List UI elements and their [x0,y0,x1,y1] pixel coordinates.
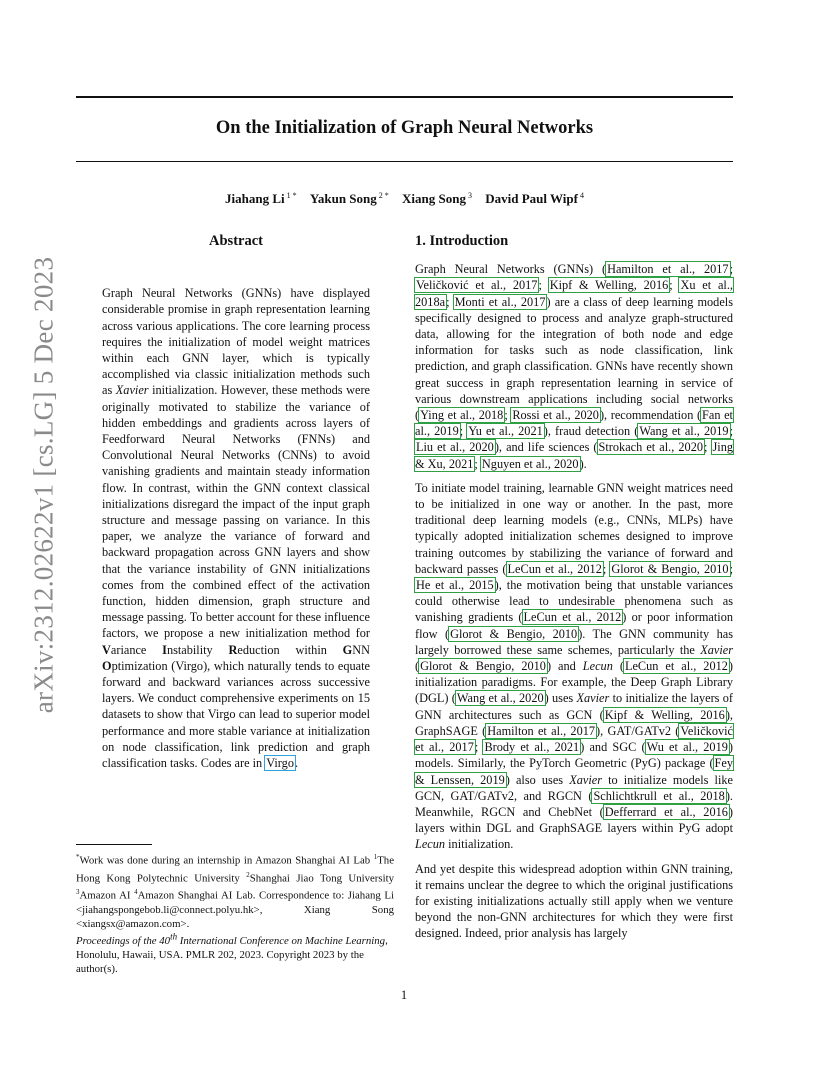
citation-link[interactable]: Veličković et al., 2017 [415,723,733,755]
footnote-rule [76,844,152,845]
title-bottom-rule [76,161,733,162]
proceedings-note: Proceedings of the 40th International Conference on Machine Learning, Honolulu, Hawaii, USA. PMLR 202, 2023. Copyright 2023 by the author(s). [76,931,388,975]
citation-link[interactable]: Liu et al., 2020 [416,440,494,455]
section-heading-introduction: 1. Introduction [415,233,509,249]
citation-link[interactable]: Nguyen et al., 2020 [481,456,579,471]
intro-paragraph-3: And yet despite this widespread adoption within GNN training, it remains unclear the degree to which the original justifications for existing initializations actually still apply when we venture beyond the non-GNN architectures for which they were first designed. Indeed, prior analysis has largely [415,861,733,941]
author-affiliation-mark: 3 [467,191,472,200]
intro-paragraph-1: Graph Neural Networks (GNNs) (Hamilton et al., 2017; Veličković et al., 2017; Kipf & Welling, 2016; Xu et al., 2018a; Monti et al., 2017) are a class of deep learning models specifically designed to process and analyze graph-structured data, allowing for the integration of both node and edge information for tasks such as node classification, link prediction, and graph classification. GNNs have recently shown great success in graph representation learning in service of various downstream applications including social networks (Ying et al., 2018; Rossi et al., 2020), recommendation (Fan et al., 2019; Yu et al., 2021), fraud detection (Wang et al., 2019; Liu et al., 2020), and life sciences (Strokach et al., 2020; Jing & Xu, 2021; Nguyen et al., 2020). [415,262,733,471]
paper-title: On the Initialization of Graph Neural Networks [215,118,594,138]
arxiv-identifier: arXiv:2312.02622v1 [cs.LG] 5 Dec 2023 [28,256,59,713]
citation-link[interactable]: Strokach et al., 2020 [598,440,703,455]
citation-link[interactable]: LeCun et al., 2012 [624,659,728,674]
top-rule [76,96,733,98]
citation-link[interactable]: Fey & Lenssen, 2019 [415,756,733,787]
author: Yakun Song $^{2 *}$ [309,191,389,207]
citation-link[interactable]: LeCun et al., 2012 [507,561,602,576]
citation-link[interactable]: He et al., 2015 [416,578,494,593]
author-list [76,191,733,207]
author: Jiahang Li $^{1 *}$ [225,191,297,207]
abstract-heading: Abstract [209,233,263,249]
abstract-column [102,233,370,771]
citation-link[interactable]: Schlichtkrull et al., 2018 [593,788,725,803]
author: Xiang Song $^3$ [402,191,472,207]
citation-link[interactable]: Glorot & Bengio, 2010 [611,561,729,576]
citation-link[interactable]: Xu et al., 2018a [415,278,733,309]
citation-link[interactable]: Monti et al., 2017 [454,294,546,309]
author-affiliation-mark: 4 [579,191,584,200]
citation-link[interactable]: Kipf & Welling, 2016 [604,707,725,722]
citation-link[interactable]: Wang et al., 2019 [639,424,729,439]
citation-link[interactable]: Glorot & Bengio, 2010 [450,626,578,641]
page-number: 1 [400,988,408,1002]
intro-paragraph-2: To initiate model training, learnable GNN weight matrices need to be initialized in one way or another. In the past, more traditional deep learning models (e.g., CNNs, MLPs) have typically adopted initialization schemes designed to improve training outcomes by stabilizing the variance of forward and backward passes (LeCun et al., 2012; Glorot & Bengio, 2010; He et al., 2015), the motivation being that unstable variances could otherwise lead to undesirable phenomena such as vanishing gradients (LeCun et al., 2012) or poor information flow (Glorot & Bengio, 2010). The GNN community has largely borrowed these same schemes, particularly the Xavier (Glorot & Bengio, 2010) and Lecun (LeCun et al., 2012) initialization paradigms. For example, the Deep Graph Library (DGL) (Wang et al., 2020) uses Xavier to initialize the layers of GNN architectures such as GCN (Kipf & Welling, 2016), GraphSAGE (Hamilton et al., 2017), GAT/GATv2 (Veličković et al., 2017; Brody et al., 2021) and SGC (Wu et al., 2019) models. Similarly, the PyTorch Geometric (PyG) package (Fey & Lenssen, 2019) also uses Xavier to initialize models like GCN, GAT/GATv2, and RGCN (Schlichtkrull et al., 2018). Meanwhile, RGCN and ChebNet (Defferrard et al., 2016) layers within DGL and GraphSAGE layers within PyG adopt Lecun initialization. [415,480,733,852]
arxiv-sidebar-stamp [24,256,64,713]
author-affiliation-mark: 2 * [378,191,389,200]
citation-link[interactable]: Veličković et al., 2017 [416,278,538,293]
citation-link[interactable]: Hamilton et al., 2017 [487,723,596,738]
citation-link[interactable]: Glorot & Bengio, 2010 [420,659,546,674]
citation-link[interactable]: Ying et al., 2018 [420,408,504,423]
abstract-body: Graph Neural Networks (GNNs) have displayed considerable promise in graph representation learning across various applications. The core learning process requires the initialization of model weight matrices within each GNN layer, which is typically accomplished via classic initialization methods such as Xavier initialization. However, these methods were originally motivated to stabilize the variance of hidden embeddings and gradients across layers of Feedforward Neural Networks (FNNs) and Convolutional Neural Networks (CNNs) to avoid vanishing gradients and maintain steady information flow. In contrast, within the GNN context classical initializations disregard the impact of the input graph structure and message passing on variance. In this paper, we analyze the variance of forward and backward propagation across GNN layers and show that the variance instability of GNN initializations comes from the combined effect of the activation function, hidden dimension, graph structure and message passing. To better account for these influence factors, we propose a new initialization method for Variance Instability Reduction within GNN Optimization (Virgo), which naturally tends to equate forward and backward variances across successive layers. We conduct comprehensive experiments on 15 datasets to show that Virgo can lead to superior model performance and more stable variance at initialization on node classification, link prediction and graph classification tasks. Codes are in Virgo. [102,286,370,771]
citation-link[interactable]: Brody et al., 2021 [484,740,580,755]
citation-link[interactable]: Rossi et al., 2020 [512,408,599,423]
citation-link[interactable]: Hamilton et al., 2017 [607,262,729,277]
citation-link[interactable]: Fan et al., 2019 [415,408,733,439]
citation-link[interactable]: Wu et al., 2019 [646,740,728,755]
author: David Paul Wipf $^4$ [485,191,584,207]
citation-link[interactable]: LeCun et al., 2012 [523,610,622,625]
code-link[interactable]: Virgo [266,756,294,771]
citation-link[interactable]: Wang et al., 2020 [456,691,544,706]
introduction-column [415,233,733,942]
author-affiliation-mark: 1 * [286,191,297,200]
citation-link[interactable]: Defferrard et al., 2016 [604,804,728,819]
citation-link[interactable]: Kipf & Welling, 2016 [549,278,669,293]
citation-link[interactable]: Jing & Xu, 2021 [415,440,733,471]
citation-link[interactable]: Yu et al., 2021 [468,424,543,439]
footnote-affiliations: *Work was done during an internship in Amazon Shanghai AI Lab $^1$The Hong Kong Polytechnic University $^2$Shanghai Jiao Tong University $^3$Amazon AI $^4$Amazon Shanghai AI Lab. Correspondence to: Jiahang Li <jiahangspongebob.li@connect.polyu.hk>, Xiang Song <xiangsx@amazon.com>. [76,853,394,930]
